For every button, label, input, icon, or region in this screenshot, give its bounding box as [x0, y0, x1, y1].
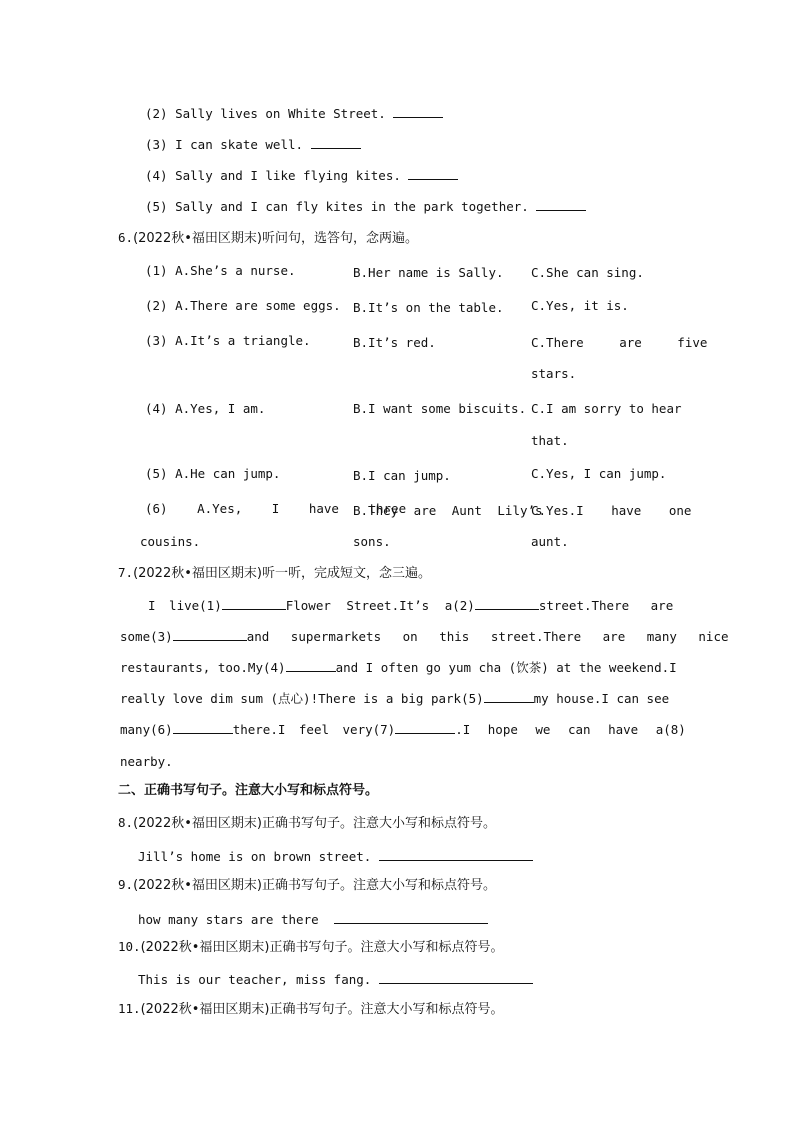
- q10-sentence: This is our teacher, miss fang.: [138, 971, 533, 988]
- q6-heading: 6.(2022秋•福田区期末)听问句，选答句，念两遍。: [118, 230, 418, 246]
- q6-option-a[interactable]: (5) A.He can jump.: [145, 466, 281, 481]
- fill-blank-6[interactable]: [173, 721, 233, 734]
- q9-sentence: how many stars are there: [138, 911, 488, 928]
- q6-option-b-cont: sons.: [353, 534, 391, 549]
- q6-option-c[interactable]: C.I am sorry to hear: [531, 401, 682, 416]
- q6-option-a-cont: cousins.: [140, 534, 201, 549]
- fill-blank-4[interactable]: [286, 659, 336, 672]
- q7-passage-line-1: I live(1) Flower Street.It’s a(2) street.There are: [148, 598, 674, 613]
- q6-option-c-cont: aunt.: [531, 534, 569, 549]
- fill-blank-7[interactable]: [395, 721, 455, 734]
- q6-option-c[interactable]: C.Yes, I can jump.: [531, 466, 667, 481]
- q5-item-2: (2) Sally lives on White Street.: [145, 105, 443, 122]
- q8-sentence: Jill’s home is on brown street.: [138, 848, 533, 865]
- q6-option-c[interactable]: C.Yes, it is.: [531, 298, 629, 313]
- fill-blank-2[interactable]: [475, 597, 539, 610]
- q6-option-b[interactable]: B.It’s red.: [353, 335, 436, 350]
- answer-blank[interactable]: [393, 105, 443, 118]
- answer-blank[interactable]: [408, 167, 458, 180]
- answer-line[interactable]: [334, 911, 488, 924]
- q5-item-3: (3) I can skate well.: [145, 136, 361, 153]
- q7-heading: 7.(2022秋•福田区期末)听一听，完成短文，念三遍。: [118, 565, 431, 581]
- q5-item-4: (4) Sally and I like flying kites.: [145, 167, 458, 184]
- q10-heading: 10.(2022秋•福田区期末)正确书写句子。注意大小写和标点符号。: [118, 939, 504, 955]
- q6-option-c[interactable]: C.There are five: [531, 335, 708, 350]
- q6-option-c[interactable]: C.She can sing.: [531, 265, 644, 280]
- q7-passage-line-6: nearby.: [120, 754, 173, 769]
- answer-line[interactable]: [379, 848, 533, 861]
- q7-passage-line-4: really love dim sum (点心)!There is a big park(5) my house.I can see: [120, 691, 670, 706]
- q6-option-b[interactable]: B.I want some biscuits.: [353, 401, 527, 416]
- q6-option-c-cont: that.: [531, 433, 569, 448]
- q6-option-c[interactable]: C.Yes.I have one: [531, 503, 692, 518]
- q11-heading: 11.(2022秋•福田区期末)正确书写句子。注意大小写和标点符号。: [118, 1001, 504, 1017]
- q6-option-a[interactable]: (2) A.There are some eggs.: [145, 298, 341, 313]
- answer-line[interactable]: [379, 971, 533, 984]
- q6-option-b[interactable]: B.Her name is Sally.: [353, 265, 504, 280]
- q6-option-a[interactable]: (3) A.It’s a triangle.: [145, 333, 311, 348]
- q7-passage-line-2: some(3) and supermarkets on this street.There are many nice: [120, 629, 729, 644]
- answer-blank[interactable]: [311, 136, 361, 149]
- q6-option-a[interactable]: (1) A.She’s a nurse.: [145, 263, 296, 278]
- section-2-heading: 二、正确书写句子。注意大小写和标点符号。: [118, 783, 379, 798]
- answer-blank[interactable]: [536, 198, 586, 211]
- q9-heading: 9.(2022秋•福田区期末)正确书写句子。注意大小写和标点符号。: [118, 877, 496, 893]
- q7-passage-line-3: restaurants, too.My(4) and I often go yum cha (饮茶) at the weekend.I: [120, 660, 677, 675]
- q6-option-b[interactable]: B.I can jump.: [353, 468, 451, 483]
- q6-option-b[interactable]: B.It’s on the table.: [353, 300, 504, 315]
- q6-option-a[interactable]: (6) A.Yes, I have three: [145, 501, 407, 516]
- q5-item-5: (5) Sally and I can fly kites in the park together.: [145, 198, 586, 215]
- fill-blank-1[interactable]: [222, 597, 286, 610]
- fill-blank-5[interactable]: [484, 690, 534, 703]
- q8-heading: 8.(2022秋•福田区期末)正确书写句子。注意大小写和标点符号。: [118, 815, 496, 831]
- fill-blank-3[interactable]: [173, 628, 247, 641]
- q6-option-c-cont: stars.: [531, 366, 577, 381]
- q6-option-b[interactable]: B.They are Aunt Lily’s: [353, 503, 543, 518]
- q7-passage-line-5: many(6) there.I feel very(7) .I hope we can have a(8): [120, 722, 686, 737]
- q6-option-a[interactable]: (4) A.Yes, I am.: [145, 401, 266, 416]
